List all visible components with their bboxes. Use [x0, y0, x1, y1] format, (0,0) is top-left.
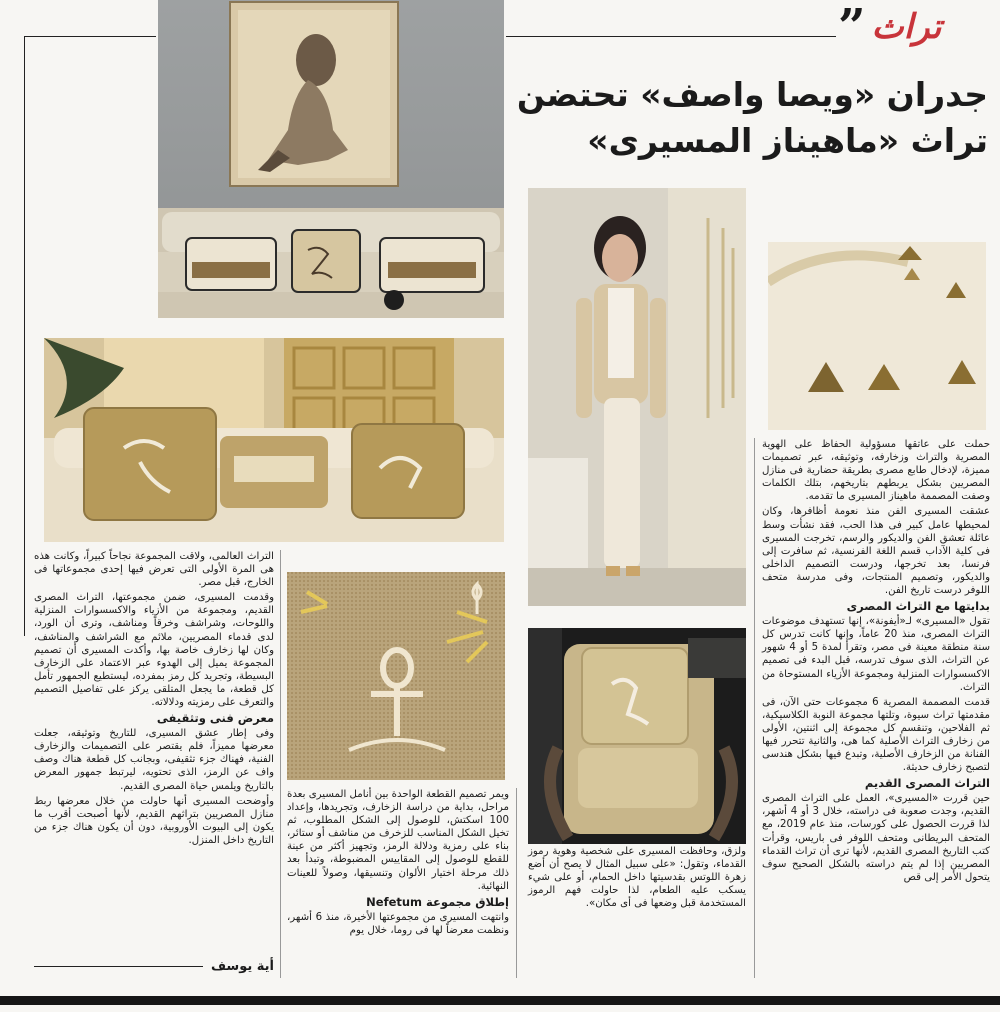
col-mid-left-subheading-1: إطلاق مجموعة Nefetum — [366, 894, 509, 909]
col-right-paragraph-4: قدمت المصممة المصرية 6 مجموعات حتى الآن، فى مقدمتها تراث سيوة، وتلتها مجموعة النوبة الكلاسيكية، ثم الفلاحين، وتنقسم كل مجموعة إلى اثنتين، الأولى من زخارف التراث الأصلية كما هى، والثانية تتحرر فيها الفنانة من الزخارف الأصلية، وتبدع فيها بشكل هندسى لتصبح زخارف حديثة. — [762, 696, 990, 774]
byline-name: أية يوسف — [210, 958, 274, 974]
col-right-paragraph-3: تقول «المسيرى» لـ«أيفونة»، إنها تستهدف موضوعات التراث المصرى، منذ 20 عاماً، وإنها كانت تدرس كل سنة منطقة معينة فى مصر، وتقرأ لمدة 5 أو 4 شهور عن التراث، الذى سوف تدرسه، قبل البدء فى تصميم الاكسسوارات المنزلية ومجموعة الأزياء المستوحاة من التراث. — [762, 616, 991, 693]
col-right-paragraph-5: حين قررت «المسيرى»، العمل على التراث المصرى القديم، وجدت صعوبة فى دراسته، خلال 3 أو 4 أشهر، لذا قررت الحصول على كورسات، منذ عام 2019، مع المتحف البريطانى ومتحف اللوفر فى باريس، وقرأت كتب التاريخ المصرى القديم، لأنها ترى أن تراث القدماء المصريين إذا لم يتم دراسته بالشكل الصحيح سوف يتحول الأمر إلى قص — [762, 793, 991, 883]
section-title: تراث — [871, 7, 942, 47]
pillow-triangles-illustration — [768, 242, 986, 430]
living-room-illustration — [44, 338, 504, 542]
col-mid-left-paragraph-2: وانتهت المسيرى من مجموعتها الأخيرة، منذ 6 أشهر، ونظمت معرضاً لها فى روما، خلال يوم — [287, 911, 509, 936]
column-separator-3 — [280, 550, 281, 978]
ankh-fabric-illustration — [287, 572, 505, 780]
photo-embroidered-pillow — [768, 242, 986, 430]
sofa-painting-illustration — [158, 0, 504, 318]
photo-armchair — [528, 628, 746, 844]
column-mid-left — [287, 788, 509, 939]
column-mid-right — [528, 845, 746, 912]
col-left-paragraph-2: وقدمت المسيرى، ضمن مجموعتها، التراث المصرى القديم، ومجموعة من الأزياء والاكسسوارات المنزلية واللوحات، وشراشف وخرقاً ومناشف، وترى أن الورد، لدى قدماء المصريين، ملائم مع الشراشف والمناشف، وكان لها زخارف خاصة بها، وأكدت المسيرى أن تصميم المجموعة يميل إلى الهدوء عبر الاعتماد على الزخارف البسيطة، وتجريد كل رمز بمفرده، ليستطيع الجمهور تأمل كل قطعة، ما يجعل المتلقى يركز على تفاصيل التصميم والتعرف على رمزيته ودلالاته. — [34, 592, 274, 709]
headline — [512, 72, 988, 164]
armchair-illustration — [528, 628, 746, 844]
column-separator-2 — [516, 788, 517, 978]
col-right-subheading-2: التراث المصرى القديم — [864, 776, 990, 791]
headline-line-2: تراث «ماهيناز المسيرى» — [587, 121, 988, 160]
column-left — [34, 550, 274, 849]
top-rule-right — [506, 36, 836, 37]
section-label — [838, 0, 990, 55]
col-left-paragraph-3: وفى إطار عشق المسيرى، للتاريخ وتوثيقه، جعلت معرضها مميزاً، فلم يقتصر على التصميمات والزخارف الفنية، فهناك جزء تثقيفى، وبجانب كل قطعة هناك وصف واف عن الرمز، الذى تحتويه، ليرتبط جمهور المعرض بالتاريخ ويلمس حياة المصرى القديم. — [34, 728, 274, 792]
col-right-paragraph-2: عشقت المسيرى الفن منذ نعومة أظافرها، وكان لمحيطها عامل كبير فى هذا الحب، فقد نشأت وسط عائلة تعشق الفن والديكور والرسم، تخرجت المسيرى فى كلية الآداب قسم اللغة الفرنسية، ثم سافرت إلى فرنسا، بعد تخرجها، ودرست التصميم الداخلى والديكور، وتصميم المنتجات، وفى مدرسة متحف اللوفر درست تاريخ الفن. — [762, 506, 990, 597]
left-frame-rule — [24, 36, 25, 636]
footer-bar — [0, 996, 1000, 1005]
photo-living-room — [44, 338, 504, 542]
column-right — [762, 438, 990, 886]
byline — [34, 955, 274, 977]
col-left-paragraph-4: وأوضحت المسيرى أنها حاولت من خلال معرضها ربط منازل المصريين بتراثهم القديم، لأنها أصبحت أقرب ما يكون إلى البيوت الأوروبية، دون أن يكون هناك جزء من التاريخ داخل المنزل. — [34, 795, 274, 846]
photo-ankh-fabric — [287, 572, 505, 780]
designer-illustration — [528, 188, 746, 606]
quote-mark-icon: ” — [838, 0, 866, 55]
column-separator-1 — [754, 438, 755, 978]
byline-rule — [34, 966, 203, 967]
photo-sofa-painting — [158, 0, 504, 318]
col-mid-left-paragraph-1: ويمر تصميم القطعة الواحدة بين أنامل المسيرى بعدة مراحل، بداية من دراسة الزخارف، وتجريدها، وإعداد 100 اسكتش، للوصول إلى الشكل المطلوب، ثم تخيل الشكل المناسب للزخرف من مناشف أو ستائر، بناء على رمزية ودلالة الرمز، وتجهيز أكثر من عينة للقطع للوصول إلى المقاييس المضبوطة، وتبدأ بعد ذلك مرحلة اختيار الألوان وتنسيقها، وصولاً للعينات النهائية. — [287, 789, 509, 892]
col-left-paragraph-1: التراث العالمى، ولاقت المجموعة نجاحاً كبيراً، وكانت هذه هى المرة الأولى التى تعرض فيها إحدى مجموعاتها فى الخارج، قبل مصر. — [34, 551, 274, 589]
col-right-subheading-1: بدايتها مع التراث المصرى — [846, 599, 990, 614]
headline-line-1: جدران «ويصا واصف» تحتضن — [516, 75, 988, 114]
col-right-paragraph-1: حملت على عاتقها مسؤولية الحفاظ على الهوية المصرية والتراث وزخارفه، وتوثيقه، عبر تصميمات مميزة، لإدخال طابع مصرى بطريقة حضارية فى منازل المصريين بشكل يربطهم بتاريخهم، بتلك الكلمات وصفت المصممة ماهيناز المسيرى ما تقدمه. — [762, 439, 990, 503]
photo-designer — [528, 188, 746, 606]
col-mid-right-paragraph-1: ولزق، وحافظت المسيرى على شخصية وهوية رموز القدماء، وتقول: «على سبيل المثال لا يصح أن أضع زهرة اللوتس بقدسيتها داخل الحمام، أو على شيء يسكب عليه الطعام، لذا حاولت فهم الرموز المستخدمة قبل وضعها فى أى مكان». — [528, 846, 746, 910]
top-rule-left — [24, 36, 156, 37]
col-left-subheading-1: معرض فنى وتثقيفى — [156, 711, 274, 726]
